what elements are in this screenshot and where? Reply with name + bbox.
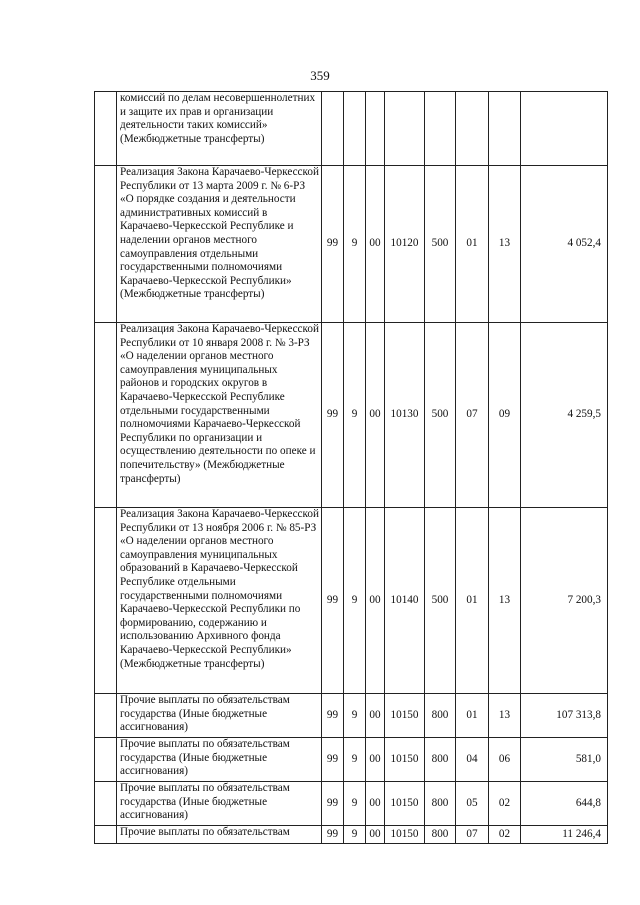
main-event-cell: 00 bbox=[366, 694, 385, 738]
expense-type-cell: 800 bbox=[425, 782, 456, 826]
description-cell: Реализация Закона Карачаево-Черкесской Республики от 10 января 2008 г. № 3-РЗ «О наделении органов местного самоуправления муниципальных районов и городских округов в Карачаево-Черкесской Республике отдельными государственными полномочиями Карачаево-Черкесской Республики по организации и осуществлению деятельности по опеке и попечительству» (Межбюджетные трансферты) bbox=[117, 323, 322, 508]
program-cell: 99 bbox=[322, 738, 344, 782]
direction-cell: 10140 bbox=[385, 508, 425, 694]
expense-type-cell: 500 bbox=[425, 508, 456, 694]
row-number-cell bbox=[95, 166, 117, 323]
program-cell: 99 bbox=[322, 323, 344, 508]
subprogram-cell: 9 bbox=[344, 826, 366, 844]
section-cell: 01 bbox=[456, 694, 489, 738]
row-number-cell bbox=[95, 738, 117, 782]
table-row bbox=[95, 166, 608, 323]
description-cell: Реализация Закона Карачаево-Черкесской Республики от 13 марта 2009 г. № 6-РЗ «О порядке создания и деятельности административных комиссий в Карачаево-Черкесской Республике и наделении органов местного самоуправления отдельными государственными полномочиями Карачаево-Черкесской Республики» (Межбюджетные трансферты) bbox=[117, 166, 322, 323]
main-event-cell: 00 bbox=[366, 508, 385, 694]
section-cell bbox=[456, 92, 489, 166]
subprogram-cell: 9 bbox=[344, 694, 366, 738]
section-cell: 07 bbox=[456, 826, 489, 844]
section-cell: 01 bbox=[456, 508, 489, 694]
description-cell: Реализация Закона Карачаево-Черкесской Республики от 13 ноября 2006 г. № 85-РЗ «О наделении органов местного самоуправления муниципальных образований в Карачаево-Черкесской Республике отдельными государственными полномочиями Карачаево-Черкесской Республики по формированию, содержанию и использованию Архивного фонда Карачаево-Черкесской Республики» (Межбюджетные трансферты) bbox=[117, 508, 322, 694]
table-row bbox=[95, 323, 608, 508]
row-number-cell bbox=[95, 323, 117, 508]
direction-cell bbox=[385, 92, 425, 166]
budget-table bbox=[94, 91, 608, 844]
expense-type-cell: 500 bbox=[425, 323, 456, 508]
direction-cell: 10150 bbox=[385, 782, 425, 826]
description-cell: комиссий по делам несовершеннолетних и защите их прав и организации деятельности таких комиссий» (Межбюджетные трансферты) bbox=[117, 92, 322, 166]
amount-cell bbox=[521, 92, 608, 166]
row-number-cell bbox=[95, 826, 117, 844]
description-cell: Прочие выплаты по обязательствам государства (Иные бюджетные ассигнования) bbox=[117, 738, 322, 782]
expense-type-cell: 800 bbox=[425, 826, 456, 844]
table-row bbox=[95, 738, 608, 782]
amount-cell: 581,0 bbox=[521, 738, 608, 782]
program-cell: 99 bbox=[322, 508, 344, 694]
section-cell: 05 bbox=[456, 782, 489, 826]
direction-cell: 10120 bbox=[385, 166, 425, 323]
table-row bbox=[95, 92, 608, 166]
section-cell: 04 bbox=[456, 738, 489, 782]
amount-cell: 644,8 bbox=[521, 782, 608, 826]
section-cell: 01 bbox=[456, 166, 489, 323]
direction-cell: 10150 bbox=[385, 738, 425, 782]
subsection-cell: 13 bbox=[489, 166, 521, 323]
program-cell bbox=[322, 92, 344, 166]
section-cell: 07 bbox=[456, 323, 489, 508]
direction-cell: 10150 bbox=[385, 826, 425, 844]
subprogram-cell: 9 bbox=[344, 323, 366, 508]
description-cell: Прочие выплаты по обязательствам bbox=[117, 826, 322, 844]
amount-cell: 4 259,5 bbox=[521, 323, 608, 508]
table-row bbox=[95, 508, 608, 694]
subsection-cell: 13 bbox=[489, 694, 521, 738]
subprogram-cell bbox=[344, 92, 366, 166]
main-event-cell bbox=[366, 92, 385, 166]
description-cell: Прочие выплаты по обязательствам государства (Иные бюджетные ассигнования) bbox=[117, 782, 322, 826]
main-event-cell: 00 bbox=[366, 782, 385, 826]
amount-cell: 7 200,3 bbox=[521, 508, 608, 694]
table-row bbox=[95, 782, 608, 826]
program-cell: 99 bbox=[322, 166, 344, 323]
row-number-cell bbox=[95, 92, 117, 166]
expense-type-cell bbox=[425, 92, 456, 166]
main-event-cell: 00 bbox=[366, 826, 385, 844]
table-row bbox=[95, 694, 608, 738]
program-cell: 99 bbox=[322, 782, 344, 826]
program-cell: 99 bbox=[322, 694, 344, 738]
main-event-cell: 00 bbox=[366, 166, 385, 323]
subsection-cell: 13 bbox=[489, 508, 521, 694]
table-row bbox=[95, 826, 608, 844]
subprogram-cell: 9 bbox=[344, 508, 366, 694]
program-cell: 99 bbox=[322, 826, 344, 844]
subprogram-cell: 9 bbox=[344, 166, 366, 323]
description-cell: Прочие выплаты по обязательствам государства (Иные бюджетные ассигнования) bbox=[117, 694, 322, 738]
amount-cell: 4 052,4 bbox=[521, 166, 608, 323]
direction-cell: 10130 bbox=[385, 323, 425, 508]
subprogram-cell: 9 bbox=[344, 782, 366, 826]
page-number: 359 bbox=[310, 68, 330, 83]
subsection-cell: 02 bbox=[489, 826, 521, 844]
subsection-cell: 02 bbox=[489, 782, 521, 826]
row-number-cell bbox=[95, 694, 117, 738]
subsection-cell: 06 bbox=[489, 738, 521, 782]
amount-cell: 11 246,4 bbox=[521, 826, 608, 844]
subprogram-cell: 9 bbox=[344, 738, 366, 782]
main-event-cell: 00 bbox=[366, 323, 385, 508]
direction-cell: 10150 bbox=[385, 694, 425, 738]
row-number-cell bbox=[95, 782, 117, 826]
subsection-cell bbox=[489, 92, 521, 166]
expense-type-cell: 500 bbox=[425, 166, 456, 323]
amount-cell: 107 313,8 bbox=[521, 694, 608, 738]
subsection-cell: 09 bbox=[489, 323, 521, 508]
row-number-cell bbox=[95, 508, 117, 694]
expense-type-cell: 800 bbox=[425, 694, 456, 738]
main-event-cell: 00 bbox=[366, 738, 385, 782]
expense-type-cell: 800 bbox=[425, 738, 456, 782]
